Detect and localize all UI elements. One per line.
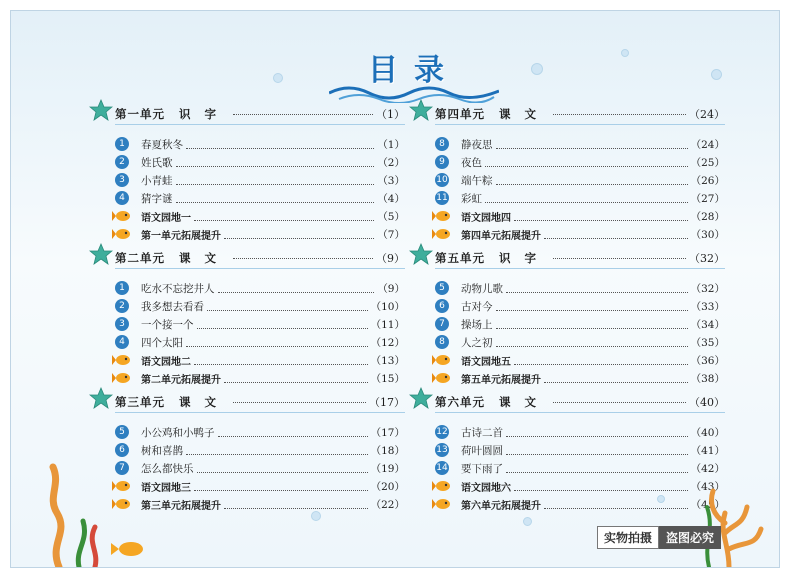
lesson-number-badge: 5	[435, 281, 449, 295]
unit-page-number: （1）	[376, 108, 405, 121]
leader-dots	[514, 490, 688, 491]
unit-items-list	[405, 279, 725, 387]
leader-dots	[176, 184, 375, 185]
unit-title: 第二单元	[115, 251, 165, 265]
stamp-left-text: 实物拍摄	[597, 526, 659, 549]
fish-icon	[112, 353, 132, 367]
entry-title: 姓氏歌	[141, 156, 173, 169]
fish-icon	[432, 497, 452, 511]
lesson-number-badge: 8	[435, 137, 449, 151]
fish-icon	[432, 227, 452, 241]
lesson-number-badge: 1	[115, 137, 129, 151]
entry-page-number: （7）	[377, 228, 405, 241]
starfish-icon	[409, 243, 433, 269]
entry-title: 语文园地三	[141, 482, 191, 494]
entry-title: 古诗二首	[461, 426, 503, 439]
lesson-number-badge: 3	[115, 317, 129, 331]
entry-title: 语文园地一	[141, 212, 191, 224]
leader-dots	[186, 148, 374, 149]
toc-entry[interactable]	[85, 315, 405, 333]
unit-heading-line	[435, 250, 725, 266]
unit-page-number: （9）	[376, 252, 405, 265]
leader-dots	[544, 508, 688, 509]
bubble-decoration	[621, 49, 629, 57]
lesson-number-badge: 5	[115, 425, 129, 439]
starfish-icon	[89, 99, 113, 125]
entry-page-number: （11）	[370, 318, 405, 331]
leader-dots	[553, 258, 686, 259]
entry-title: 四个太阳	[141, 336, 183, 349]
entry-page-number: （28）	[690, 210, 725, 223]
entry-page-number: （5）	[377, 210, 405, 223]
entry-title: 怎么都快乐	[141, 462, 194, 475]
lesson-number-badge: 12	[436, 427, 448, 437]
toc-entry[interactable]	[85, 279, 405, 297]
unit-heading[interactable]	[85, 247, 405, 269]
toc-entry[interactable]	[405, 153, 725, 171]
toc-entry[interactable]	[405, 441, 725, 459]
watermark-stamp	[597, 526, 721, 549]
entry-page-number: （3）	[377, 174, 405, 187]
unit-subject: 课文	[499, 107, 550, 121]
entry-page-number: （1）	[377, 138, 405, 151]
entry-page-number: （15）	[370, 372, 405, 385]
entry-page-number: （9）	[377, 282, 405, 295]
entry-title: 第二单元拓展提升	[141, 374, 221, 386]
lesson-number-badge: 2	[115, 299, 129, 313]
toc-entry[interactable]	[85, 225, 405, 243]
entry-title: 春夏秋冬	[141, 138, 183, 151]
entry-page-number: （22）	[370, 498, 405, 511]
unit-underline	[435, 412, 725, 413]
entry-title: 动物儿歌	[461, 282, 503, 295]
toc-entry[interactable]	[405, 225, 725, 243]
entry-title: 第三单元拓展提升	[141, 500, 221, 512]
lesson-number-badge: 7	[115, 461, 129, 475]
toc-entry[interactable]	[85, 135, 405, 153]
entry-title: 古对今	[461, 300, 493, 313]
unit-page-number: （32）	[689, 252, 725, 265]
bubble-decoration	[711, 69, 722, 80]
bubble-decoration	[523, 517, 532, 526]
entry-title: 人之初	[461, 336, 493, 349]
entry-page-number: （25）	[690, 156, 725, 169]
entry-title: 操场上	[461, 318, 493, 331]
entry-title: 语文园地六	[461, 482, 511, 494]
lesson-number-badge: 4	[115, 335, 129, 349]
entry-title: 第六单元拓展提升	[461, 500, 541, 512]
fish-icon	[112, 227, 132, 241]
entry-title: 夜色	[461, 156, 482, 169]
unit-underline	[115, 268, 405, 269]
entry-title: 彩虹	[461, 192, 482, 205]
entry-page-number: （20）	[370, 480, 405, 493]
leader-dots	[506, 292, 688, 293]
leader-dots	[233, 402, 366, 403]
leader-dots	[496, 346, 688, 347]
unit-heading-line	[115, 394, 405, 410]
toc-entry[interactable]	[405, 171, 725, 189]
leader-dots	[496, 328, 688, 329]
entry-page-number: （38）	[690, 372, 725, 385]
toc-entry[interactable]	[405, 459, 725, 477]
leader-dots	[485, 166, 688, 167]
starfish-icon	[89, 243, 113, 269]
leader-dots	[496, 310, 688, 311]
entry-title: 语文园地二	[141, 356, 191, 368]
entry-title: 吃水不忘挖井人	[141, 282, 215, 295]
entry-title: 第五单元拓展提升	[461, 374, 541, 386]
entry-title: 我多想去看看	[141, 300, 204, 313]
toc-entry[interactable]	[85, 423, 405, 441]
entry-page-number: （17）	[370, 426, 405, 439]
leader-dots	[514, 220, 688, 221]
unit-items-list	[405, 135, 725, 243]
unit-heading-line	[435, 106, 725, 122]
leader-dots	[553, 114, 686, 115]
entry-page-number: （34）	[690, 318, 725, 331]
entry-page-number: （2）	[377, 156, 405, 169]
lesson-number-badge: 9	[435, 155, 449, 169]
fish-icon	[432, 479, 452, 493]
unit-items-list	[85, 135, 405, 243]
toc-entry[interactable]	[85, 369, 405, 387]
entry-page-number: （12）	[370, 336, 405, 349]
entry-page-number: （4）	[377, 192, 405, 205]
leader-dots	[233, 258, 373, 259]
entry-title: 小青蛙	[141, 174, 173, 187]
leader-dots	[485, 202, 688, 203]
entry-page-number: （33）	[690, 300, 725, 313]
lesson-number-badge: 6	[435, 299, 449, 313]
unit-title: 第一单元	[115, 107, 165, 121]
leader-dots	[553, 402, 686, 403]
entry-page-number: （18）	[370, 444, 405, 457]
unit-subject: 课文	[179, 251, 230, 265]
toc-entry[interactable]	[405, 279, 725, 297]
toc-entry[interactable]	[85, 441, 405, 459]
unit-heading-line	[115, 250, 405, 266]
leader-dots	[197, 472, 368, 473]
entry-page-number: （10）	[370, 300, 405, 313]
leader-dots	[207, 310, 368, 311]
unit-subject: 识字	[179, 107, 230, 121]
lesson-number-badge: 14	[436, 463, 448, 473]
unit-underline	[435, 268, 725, 269]
toc-entry[interactable]	[405, 369, 725, 387]
starfish-icon	[89, 387, 113, 413]
unit-subject: 课文	[499, 395, 550, 409]
unit-heading[interactable]	[85, 391, 405, 413]
fish-icon	[432, 371, 452, 385]
fish-icon	[432, 353, 452, 367]
entry-page-number: （32）	[690, 282, 725, 295]
unit-heading[interactable]	[85, 103, 405, 125]
leader-dots	[186, 346, 368, 347]
toc-column-left	[85, 101, 405, 517]
starfish-icon	[409, 387, 433, 413]
unit-items-list	[85, 279, 405, 387]
toc-entry[interactable]	[85, 171, 405, 189]
bubble-decoration	[531, 63, 543, 75]
unit-subject: 课文	[179, 395, 230, 409]
leader-dots	[218, 292, 375, 293]
entry-title: 猜字谜	[141, 192, 173, 205]
toc-entry[interactable]	[405, 315, 725, 333]
entry-page-number: （30）	[690, 228, 725, 241]
entry-page-number: （35）	[690, 336, 725, 349]
unit-page-number: （40）	[689, 396, 725, 409]
unit-page-number: （17）	[369, 396, 405, 409]
lesson-number-badge: 10	[436, 175, 448, 185]
unit-heading[interactable]	[405, 247, 725, 269]
leader-dots	[186, 454, 368, 455]
unit-heading-line	[435, 394, 725, 410]
unit-title: 第四单元	[435, 107, 485, 121]
fish-icon	[112, 371, 132, 385]
leader-dots	[224, 508, 368, 509]
unit-underline	[435, 124, 725, 125]
leader-dots	[194, 364, 368, 365]
toc-entry[interactable]	[405, 495, 725, 513]
toc-entry[interactable]	[405, 297, 725, 315]
entry-title: 语文园地五	[461, 356, 511, 368]
seaweed-left-decoration	[39, 463, 149, 567]
leader-dots	[224, 238, 374, 239]
leader-dots	[506, 454, 688, 455]
unit-heading-line	[115, 106, 405, 122]
leader-dots	[496, 184, 688, 185]
unit-heading[interactable]	[405, 103, 725, 125]
lesson-number-badge: 7	[435, 317, 449, 331]
entry-title: 第四单元拓展提升	[461, 230, 541, 242]
toc-entry[interactable]	[85, 297, 405, 315]
toc-entry[interactable]	[405, 423, 725, 441]
unit-underline	[115, 124, 405, 125]
leader-dots	[176, 202, 375, 203]
unit-title: 第三单元	[115, 395, 165, 409]
entry-title: 一个接一个	[141, 318, 194, 331]
leader-dots	[197, 328, 368, 329]
page-title: 目录	[368, 53, 460, 88]
entry-page-number: （40）	[690, 426, 725, 439]
unit-items-list	[405, 423, 725, 513]
entry-page-number: （24）	[690, 138, 725, 151]
lesson-number-badge: 6	[115, 443, 129, 457]
unit-title: 第六单元	[435, 395, 485, 409]
toc-entry[interactable]	[405, 351, 725, 369]
lesson-number-badge: 8	[435, 335, 449, 349]
leader-dots	[224, 382, 368, 383]
unit-heading[interactable]	[405, 391, 725, 413]
toc-entry[interactable]	[85, 153, 405, 171]
entry-page-number: （26）	[690, 174, 725, 187]
entry-title: 端午粽	[461, 174, 493, 187]
entry-page-number: （27）	[690, 192, 725, 205]
coral-right-decoration	[699, 463, 779, 567]
page-frame	[10, 10, 780, 568]
entry-title: 第一单元拓展提升	[141, 230, 221, 242]
toc-entry[interactable]	[85, 351, 405, 369]
entry-page-number: （41）	[690, 444, 725, 457]
entry-title: 树和喜鹊	[141, 444, 183, 457]
entry-title: 小公鸡和小鸭子	[141, 426, 215, 439]
entry-page-number: （36）	[690, 354, 725, 367]
unit-subject: 识字	[499, 251, 550, 265]
starfish-icon	[409, 99, 433, 125]
entry-page-number: （45）	[690, 498, 725, 511]
leader-dots	[176, 166, 375, 167]
unit-page-number: （24）	[689, 108, 725, 121]
entry-page-number: （43）	[690, 480, 725, 493]
toc-entry[interactable]	[405, 189, 725, 207]
stamp-right-text: 盗图必究	[659, 526, 721, 549]
leader-dots	[544, 238, 688, 239]
toc-entry[interactable]	[85, 333, 405, 351]
leader-dots	[496, 148, 688, 149]
entry-title: 要下雨了	[461, 462, 503, 475]
unit-underline	[115, 412, 405, 413]
lesson-number-badge: 13	[436, 445, 448, 455]
entry-title: 语文园地四	[461, 212, 511, 224]
lesson-number-badge: 1	[115, 281, 129, 295]
leader-dots	[544, 382, 688, 383]
toc-entry[interactable]	[405, 135, 725, 153]
leader-dots	[194, 220, 374, 221]
toc-entry[interactable]	[85, 207, 405, 225]
lesson-number-badge: 3	[115, 173, 129, 187]
entry-title: 静夜思	[461, 138, 493, 151]
title-block	[329, 29, 499, 107]
lesson-number-badge: 2	[115, 155, 129, 169]
entry-title: 荷叶圆圆	[461, 444, 503, 457]
leader-dots	[233, 114, 373, 115]
toc-entry[interactable]	[405, 477, 725, 495]
leader-dots	[514, 364, 688, 365]
lesson-number-badge: 11	[436, 193, 448, 203]
leader-dots	[506, 436, 688, 437]
fish-icon	[112, 209, 132, 223]
toc-column-right	[405, 101, 725, 517]
leader-dots	[218, 436, 368, 437]
leader-dots	[506, 472, 688, 473]
fish-icon	[432, 209, 452, 223]
bubble-decoration	[273, 73, 283, 83]
unit-title: 第五单元	[435, 251, 485, 265]
entry-page-number: （19）	[370, 462, 405, 475]
toc-entry[interactable]	[85, 189, 405, 207]
entry-page-number: （42）	[690, 462, 725, 475]
lesson-number-badge: 4	[115, 191, 129, 205]
toc-entry[interactable]	[405, 207, 725, 225]
leader-dots	[194, 490, 368, 491]
entry-page-number: （13）	[370, 354, 405, 367]
toc-entry[interactable]	[405, 333, 725, 351]
